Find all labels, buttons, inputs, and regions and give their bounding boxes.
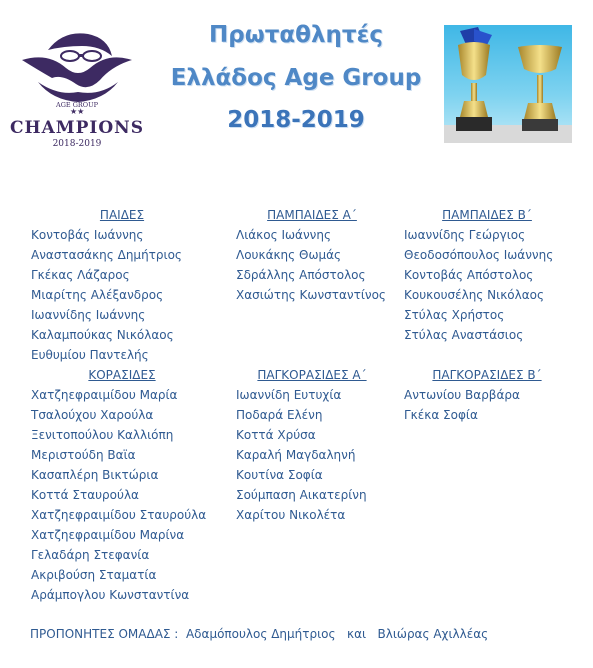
list-item: Ακριβούση Σταματία — [31, 568, 157, 582]
list-item: Ευθυμίου Παντελής — [31, 348, 149, 362]
logo-age-group: AGE GROUP — [56, 101, 98, 109]
column-pagkorasides-b — [404, 365, 570, 425]
champions-logo — [8, 22, 146, 154]
list-item: Στύλας Αναστάσιος — [404, 328, 524, 342]
column-pagkorasides-a — [236, 365, 388, 525]
svg-text:★★: ★★ — [70, 107, 85, 116]
list-item: Ποδαρά Ελένη — [236, 408, 323, 422]
section-heading-paides: ΠΑΙΔΕΣ — [99, 208, 145, 222]
list-item: Χατζηεφραιμίδου Μαρίνα — [31, 528, 185, 542]
list-item: Χατζηεφραιμίδου Σταυρούλα — [31, 508, 207, 522]
coaches-footer: ΠΡΟΠΟΝΗΤΕΣ ΟΜΑΔΑΣ : Αδαμόπουλος Δημήτριος και Βλιώρας Αχιλλέας — [30, 627, 489, 641]
list-item: Ιωαννίδης Ιωάννης — [31, 308, 146, 322]
page-title-year: 2018-2019 — [227, 107, 365, 133]
section-heading-pagkorasides-a: ΠΑΓΚΟΡΑΣΙΔΕΣ Α΄ — [257, 368, 367, 382]
list-item: Αράμπογλου Κωνσταντίνα — [31, 588, 190, 602]
column-pampaides-a — [236, 205, 388, 305]
column-pampaides-b — [404, 205, 570, 345]
list-item: Ξενιτοπούλου Καλλιόπη — [31, 428, 174, 442]
list-item: Κοττά Σταυρούλα — [31, 488, 139, 502]
list-item: Γελαδάρη Στεφανία — [31, 548, 150, 562]
list-item: Σδράλλης Απόστολος — [236, 268, 366, 282]
list-item: Αναστασάκης Δημήτριος — [31, 248, 182, 262]
list-item: Γκέκας Λάζαρος — [31, 268, 130, 282]
logo-title: CHAMPIONS — [10, 118, 144, 138]
column-paides — [31, 205, 213, 605]
list-item: Ιωαννίδης Γεώργιος — [404, 228, 526, 242]
trophy-cups-photo — [444, 25, 572, 143]
list-item: Κουτίνα Σοφία — [236, 468, 323, 482]
list-item: Καλαμπούκας Νικόλαος — [31, 328, 174, 342]
section-heading-korasides: ΚΟΡΑΣΙΔΕΣ — [88, 368, 156, 382]
list-item: Γκέκα Σοφία — [404, 408, 478, 422]
section-heading-pagkorasides-b: ΠΑΓΚΟΡΑΣΙΔΕΣ Β΄ — [432, 368, 542, 382]
list-item: Λιάκος Ιωάννης — [236, 228, 332, 242]
list-item: Μιαρίτης Αλέξανδρος — [31, 288, 164, 302]
list-item: Χασιώτης Κωνσταντίνος — [236, 288, 386, 302]
list-item: Κουκουσέλης Νικόλαος — [404, 288, 545, 302]
list-item: Μεριστούδη Βαϊα — [31, 448, 136, 462]
list-item: Χατζηεφραιμίδου Μαρία — [31, 388, 178, 402]
page-title-line-1: Πρωταθλητές — [208, 22, 384, 48]
list-item: Κασαπλέρη Βικτώρια — [31, 468, 159, 482]
list-item: Καραλή Μαγδαληνή — [236, 448, 356, 462]
list-item: Ιωαννίδη Ευτυχία — [236, 388, 342, 402]
list-item: Χαρίτου Νικολέτα — [236, 508, 346, 522]
logo-year: 2018-2019 — [52, 139, 102, 149]
list-item: Αντωνίου Βαρβάρα — [404, 388, 520, 402]
list-item: Θεοδοσόπουλος Ιωάννης — [404, 248, 554, 262]
list-item: Στύλας Χρήστος — [404, 308, 505, 322]
list-item: Σούμπαση Αικατερίνη — [236, 488, 367, 502]
list-item: Κοντοβάς Απόστολος — [404, 268, 534, 282]
page-title-line-2: Ελλάδος Age Group — [170, 65, 422, 91]
list-item: Κοττά Χρύσα — [236, 428, 316, 442]
list-item: Λουκάκης Θωμάς — [236, 248, 342, 262]
section-heading-pampaides-a: ΠΑΜΠΑΙΔΕΣ Α΄ — [267, 208, 357, 222]
list-item: Τσαλούχου Χαρούλα — [31, 408, 154, 422]
section-heading-pampaides-b: ΠΑΜΠΑΙΔΕΣ Β΄ — [442, 208, 532, 222]
list-item: Κοντοβάς Ιωάννης — [31, 228, 144, 242]
